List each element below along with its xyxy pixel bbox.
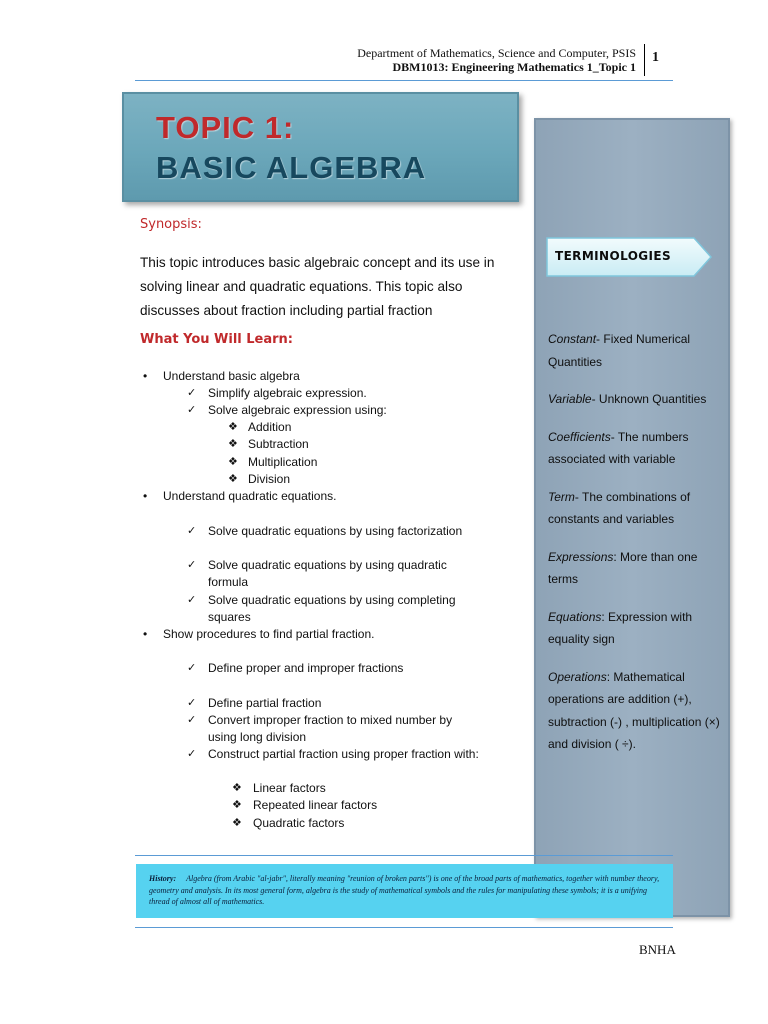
list-item: Repeated linear factors xyxy=(253,798,378,812)
list-item-cont: squares xyxy=(208,610,251,624)
footer-author: BNHA xyxy=(639,942,676,957)
header-rule xyxy=(135,80,673,81)
bullet-icon: • xyxy=(143,627,148,641)
list-item: Quadratic factors xyxy=(253,816,345,830)
list-item: Solve algebraic expression using: xyxy=(208,403,387,417)
history-rule-bottom xyxy=(135,927,673,928)
check-icon: ✓ xyxy=(187,525,197,537)
list-item: Convert improper fraction to mixed number by xyxy=(208,713,453,727)
bullet-icon: • xyxy=(143,489,148,503)
synopsis-text: This topic introduces basic algebraic concept and its use in solving linear and quadratic equations. This topic also discusses about fraction including partial fraction xyxy=(140,255,495,318)
check-icon: ✓ xyxy=(187,697,197,709)
check-icon: ✓ xyxy=(187,662,197,674)
history-text xyxy=(149,873,669,908)
terminology-list xyxy=(548,328,720,771)
list-item: Multiplication xyxy=(248,455,318,469)
check-icon: ✓ xyxy=(187,404,197,416)
history-rule-top xyxy=(135,855,673,856)
list-item: Understand basic algebra xyxy=(163,369,300,383)
title-topic: TOPIC 1: xyxy=(156,110,295,145)
check-icon: ✓ xyxy=(187,594,197,606)
diamond-icon: ❖ xyxy=(232,799,242,811)
diamond-icon: ❖ xyxy=(232,817,242,829)
list-item: Understand quadratic equations. xyxy=(163,489,337,503)
diamond-icon: ❖ xyxy=(232,782,242,794)
term-variable: Variable- Unknown Quantities xyxy=(548,392,707,406)
header-divider xyxy=(644,44,645,76)
synopsis-heading: Synopsis: xyxy=(140,217,202,232)
learn-heading: What You Will Learn: xyxy=(140,332,294,347)
list-item: Division xyxy=(248,472,291,486)
title-name: BASIC ALGEBRA xyxy=(156,150,427,185)
list-item: Solve quadratic equations by using quadratic xyxy=(208,558,447,572)
term-coefficients: Coefficients- The numbers associated with variable xyxy=(548,429,689,466)
header-course: DBM1013: Engineering Mathematics 1_Topic 1 xyxy=(392,60,636,74)
title-banner xyxy=(122,92,519,202)
term-equations: Equations: Expression with equality sign xyxy=(548,609,693,646)
list-item: Define partial fraction xyxy=(208,696,322,710)
check-icon: ✓ xyxy=(187,387,197,399)
header-department: Department of Mathematics, Science and Computer, PSIS xyxy=(357,46,636,60)
history-label: History: xyxy=(149,874,177,883)
term-operations: Operations: Mathematical operations are addition (+), subtraction (-) , multiplication (×) and division ( ÷). xyxy=(548,669,720,751)
list-item-cont: using long division xyxy=(208,730,307,744)
list-item: Show procedures to find partial fraction. xyxy=(163,627,375,641)
list-item: Solve quadratic equations by using completing xyxy=(208,593,456,607)
page-number: 1 xyxy=(652,50,659,65)
terminologies-label: TERMINOLOGIES xyxy=(555,249,672,263)
list-item: Linear factors xyxy=(253,781,326,795)
list-item: Addition xyxy=(248,420,292,434)
term-expressions: Expressions: More than one terms xyxy=(548,549,698,586)
diamond-icon: ❖ xyxy=(228,438,238,450)
term-term: Term- The combinations of constants and variables xyxy=(548,489,691,526)
check-icon: ✓ xyxy=(187,714,197,726)
list-item: Simplify algebraic expression. xyxy=(208,386,367,400)
list-item: Define proper and improper fractions xyxy=(208,661,404,675)
diamond-icon: ❖ xyxy=(228,456,238,468)
history-body: Algebra (from Arabic "al-jabr", literally meaning "reunion of broken parts") is one of the broad parts of mathematics, together with number theory, geometry and analysis. In its most general form, algebra is the study of mathematical symbols and the rules for manipulating these symbols; it is a unifying thread of almost all of mathematics. xyxy=(149,874,660,906)
check-icon: ✓ xyxy=(187,748,197,760)
list-item: Construct partial fraction using proper fraction with: xyxy=(208,747,479,761)
list-item: Solve quadratic equations by using factorization xyxy=(208,524,463,538)
bullet-icon: • xyxy=(143,369,148,383)
terminologies-tag xyxy=(546,237,712,277)
list-item-cont: formula xyxy=(208,575,249,589)
term-constant: Constant- Fixed Numerical Quantities xyxy=(548,332,691,369)
diamond-icon: ❖ xyxy=(228,473,238,485)
check-icon: ✓ xyxy=(187,559,197,571)
diamond-icon: ❖ xyxy=(228,421,238,433)
list-item: Subtraction xyxy=(248,437,309,451)
